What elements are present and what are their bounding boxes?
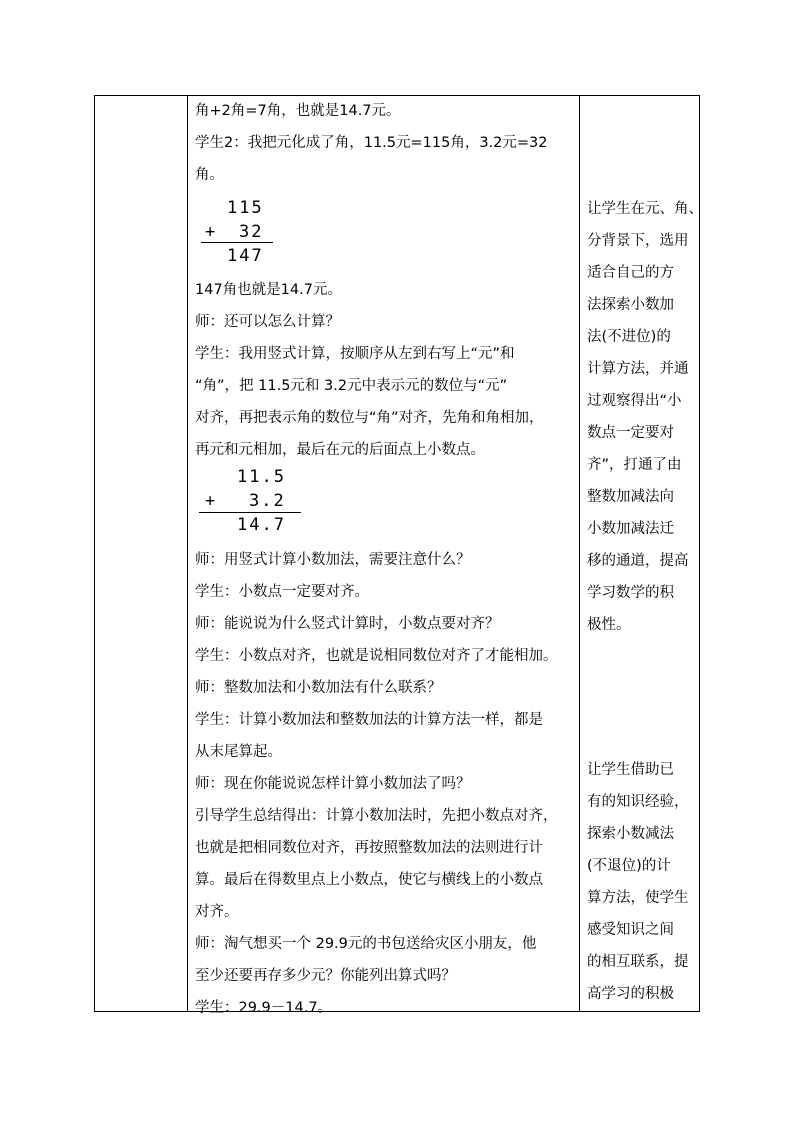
note-line: 感受知识之间 (587, 922, 674, 938)
text-line: 学生2：我把元化成了角，11.5元=115角，3.2元=32 (195, 135, 548, 151)
text-line: 算。最后在得数里点上小数点，使它与横线上的小数点 (195, 872, 543, 888)
text-line: 学生：我用竖式计算，按顺序从左到右写上“元”和 (195, 346, 515, 362)
note-line: 小数加减法迁 (587, 521, 674, 537)
note-line: 让学生借助已 (587, 762, 674, 778)
note-line: (不退位)的计 (587, 858, 671, 874)
text-line: 对齐，再把表示角的数位与“角”对齐，先角和角相加， (195, 410, 544, 426)
note-line: 极性。 (587, 617, 631, 633)
note-line: 法(不进位)的 (587, 329, 671, 345)
text-line: 角。 (195, 167, 224, 183)
text-line: 师：能说说为什么竖式计算时，小数点要对齐？ (195, 616, 500, 632)
note-line: 探索小数减法 (587, 826, 674, 842)
calc1-top: 115 (227, 198, 264, 218)
text-line: 引导学生总结得出：计算小数加法时，先把小数点对齐， (195, 808, 558, 824)
calc1-mid: 32 (239, 222, 264, 242)
text-line: 学生：小数点对齐，也就是说相同数位对齐了才能相加。 (195, 648, 558, 664)
calc2-op: + (205, 491, 218, 511)
note-line: 学习数学的积 (587, 585, 674, 601)
text-line: 师：整数加法和小数加法有什么联系？ (195, 680, 442, 696)
note-line: 让学生在元、角、 (587, 201, 703, 217)
text-line: 对齐。 (195, 904, 239, 920)
text-line: 也就是把相同数位对齐，再按照整数加法的法则进行计 (195, 840, 543, 856)
text-line: 师：现在你能说说怎样计算小数加法了吗？ (195, 776, 471, 792)
calc1-rule (201, 242, 273, 243)
text-line: 从末尾算起。 (195, 744, 282, 760)
note-line: 有的知识经验， (587, 794, 689, 810)
text-line: “角”，把 11.5元和 3.2元中表示元的数位与“元” (195, 378, 508, 394)
calc2-rule (199, 512, 301, 513)
calc2-top: 11.5 (237, 467, 286, 487)
text-line: 学生：29.9－14.7。 (195, 1000, 333, 1016)
lesson-table (94, 95, 703, 1016)
text-line: 师：用竖式计算小数加法，需要注意什么？ (195, 552, 471, 568)
calc1-result: 147 (227, 246, 264, 266)
calc2-result: 14.7 (237, 515, 286, 535)
note-line: 齐”，打通了由 (587, 457, 682, 473)
note-line: 算方法，使学生 (587, 890, 689, 906)
text-line: 师：还可以怎么计算？ (195, 314, 340, 330)
text-line: 至少还要再存多少元？你能列出算式吗？ (195, 968, 456, 984)
note-line: 移的通道，提高 (587, 553, 689, 569)
text-line: 学生：计算小数加法和整数加法的计算方法一样，都是 (195, 712, 543, 728)
text-line: 学生：小数点一定要对齐。 (195, 584, 369, 600)
note-line: 法探索小数加 (587, 297, 674, 313)
column-divider-right (579, 96, 580, 1011)
note-line: 过观察得出“小 (587, 393, 682, 409)
text-line: 角+2角=7角，也就是14.7元。 (195, 103, 401, 119)
calc1-op: + (205, 222, 218, 242)
note-line: 数点一定要对 (587, 425, 674, 441)
note-line: 分背景下，选用 (587, 233, 689, 249)
column-divider-left (187, 96, 188, 1011)
text-line: 师：淘气想买一个 29.9元的书包送给灾区小朋友，他 (195, 936, 537, 952)
calc2-mid: 3.2 (249, 491, 286, 511)
note-line: 计算方法，并通 (587, 361, 689, 377)
note-line: 适合自己的方 (587, 265, 674, 281)
text-line: 再元和元相加，最后在元的后面点上小数点。 (195, 442, 485, 458)
note-line: 高学习的积极 (587, 986, 674, 1002)
text-line: 147角也就是14.7元。 (195, 282, 342, 298)
note-line: 的相互联系，提 (587, 954, 689, 970)
note-line: 整数加减法向 (587, 489, 674, 505)
